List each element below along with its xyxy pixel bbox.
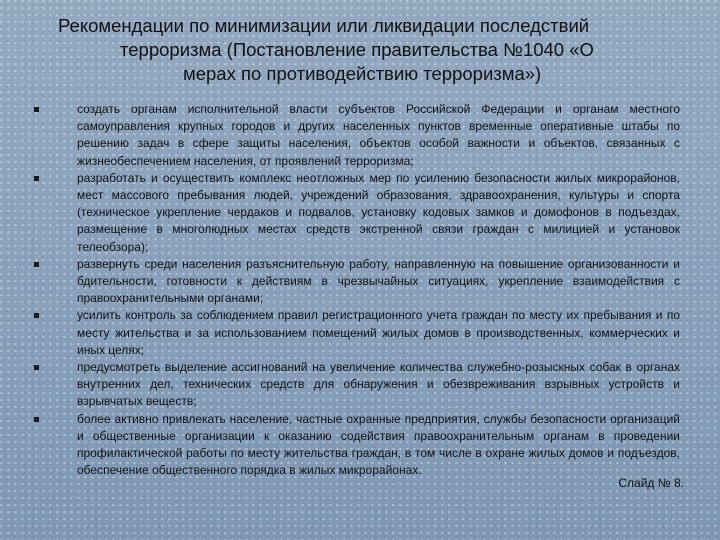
bullet-text: предусмотреть выделение ассигнований на увеличение количества служебно-розыскных собак в органах внутренних дел, технических средств для обнаружения и обезвреживания взрывных устройств и взрывчатых веществ; [77,360,680,409]
square-bullet-icon [34,262,39,267]
square-bullet-icon [34,313,39,318]
bullet-item [34,359,680,411]
square-bullet-icon [34,365,39,370]
title-line-3: мерах по противодействию терроризма») [183,63,542,84]
bullet-item [34,170,680,256]
title-line-2: терроризма (Постановление правительства №1040 «О [120,39,594,60]
slide-title [40,14,680,86]
bullet-list [34,101,680,479]
slide-number: Слайд № 8. [618,476,684,490]
title-line-1: Рекомендации по минимизации или ликвидации последствий [58,15,590,36]
bullet-text: усилить контроль за соблюдением правил регистрационного учета граждан по месту их пребывания и по месту жительства и за использованием помещений жилых домов в производственных, коммерческих и иных целях; [77,308,680,357]
bullet-text: разработать и осуществить комплекс неотложных мер по усилению безопасности жилых микрорайонов, мест массового пребывания людей, учреждений образования, здравоохранения, культуры и спорта (техническое укрепление чердаков и подвалов, установку кодовых замков и домофонов в подъездах, размещение в многолюдных местах средств экстренной связи граждан с милицией и установок телеобзора); [77,170,680,254]
square-bullet-icon [34,107,39,112]
bullet-item [34,307,680,359]
square-bullet-icon [34,417,39,422]
bullet-item [34,411,680,480]
bullet-item [34,101,680,170]
bullet-text: развернуть среди населения разъяснительную работу, направленную на повышение организованности и бдительности, готовности к действиям в чрезвычайных ситуациях, укрепление взаимодействия с правоохранительными органами; [77,256,680,306]
bullet-text: создать органам исполнительной власти субъектов Российской Федерации и органам местного самоуправления крупных городов и других населенных пунктов временные оперативные штабы по решению задач в сфере защиты населения, объектов особой важности и объектов, связанных с жизнеобеспечением населения, от проявлений терроризма; [77,102,680,168]
bullet-text: более активно привлекать население, частные охранные предприятия, службы безопасности организаций и общественные организации к оказанию содействия правоохранительным органам в проведении профилактической работы по месту жительства граждан, в том числе в охране жилых домов и подъездов, обеспечение общественного порядка в жилых микрорайонах. [77,411,680,478]
bullet-item [34,256,680,308]
square-bullet-icon [34,176,39,181]
